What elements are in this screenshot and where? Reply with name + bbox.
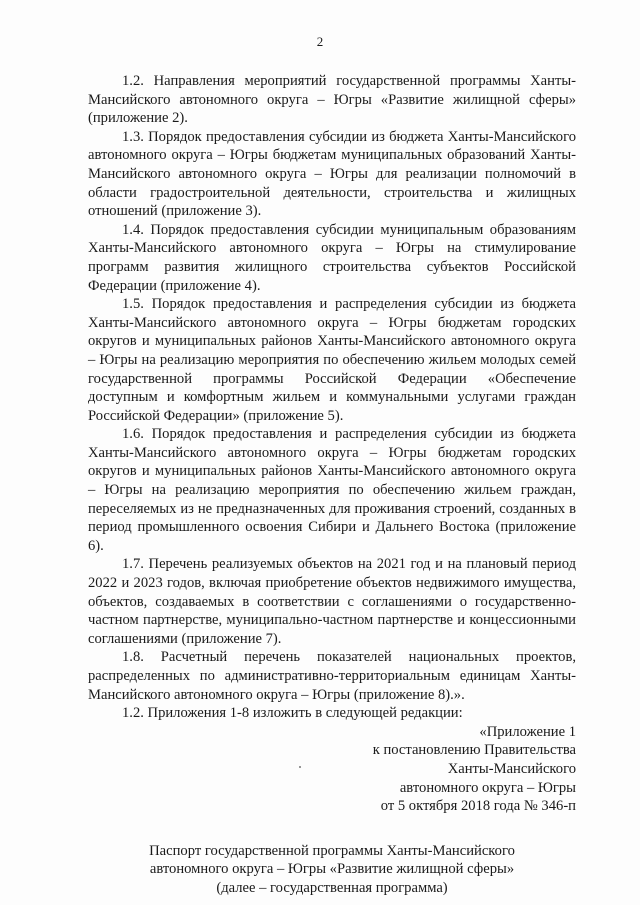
- appendix-line: «Приложение 1: [479, 723, 576, 740]
- paragraph-1-2: 1.2. Направления мероприятий государственной программы Ханты-Мансийского автономного округа – Югры «Развитие жилищной сферы» (приложение 2).: [88, 73, 576, 127]
- paragraph-1-8: 1.8. Расчетный перечень показателей национальных проектов, распределенных по административно-территориальным единицам Ханты-Мансийского автономного округа – Югры (приложение 8).».: [88, 649, 576, 703]
- appendix-line: к постановлению Правительства: [372, 742, 576, 759]
- passport-title-line: (далее – государственная программа): [216, 879, 448, 896]
- paragraph-appendices-instruction: 1.2. Приложения 1-8 изложить в следующей редакции:: [122, 705, 463, 722]
- document-body: [88, 72, 576, 898]
- paragraph-1-6: 1.6. Порядок предоставления и распределения субсидии из бюджета Ханты-Мансийского автономного округа – Югры бюджетам городских округов и муниципальных районов Ханты-Мансийского автономного округа – Югры на реализацию мероприятия по обеспечению жильем граждан, переселяемых из не предназначенных для проживания строений, созданных в период промышленного освоения Сибири и Дальнего Востока (приложение 6).: [88, 426, 576, 554]
- scan-speck: [299, 766, 301, 768]
- appendix-line: от 5 октября 2018 года № 346-п: [380, 798, 576, 815]
- paragraph-1-3: 1.3. Порядок предоставления субсидии из бюджета Ханты-Мансийского автономного округа – Югры бюджетам муниципальных образований Ханты-Мансийского автономного округа – Югры для реализации полномочий в области градостроительной деятельности, строительства и жилищных отношений (приложение 3).: [88, 128, 576, 220]
- passport-title-line: автономного округа – Югры «Развитие жилищной сферы»: [149, 861, 515, 878]
- passport-title-line: Паспорт государственной программы Ханты-Мансийского: [149, 842, 515, 859]
- appendix-line: Ханты-Мансийского: [447, 760, 576, 777]
- paragraph-1-7: 1.7. Перечень реализуемых объектов на 2021 год и на плановый период 2022 и 2023 годов, включая приобретение объектов недвижимого имущества, объектов, создаваемых в соответствии с соглашениями о государственно-частном партнерстве, муниципально-частном партнерстве и концессионными соглашениями (приложение 7).: [88, 556, 576, 647]
- appendix-line: автономного округа – Югры: [399, 779, 576, 796]
- appendix-header: [88, 723, 576, 816]
- page-number: 2: [316, 34, 324, 49]
- passport-title: [78, 842, 586, 898]
- paragraph-1-4: 1.4. Порядок предоставления субсидии муниципальным образованиям Ханты-Мансийского автономного округа – Югры на стимулирование программ развития жилищного строительства субъектов Российской Федерации (приложение 4).: [88, 221, 576, 294]
- paragraph-1-5: 1.5. Порядок предоставления и распределения субсидии из бюджета Ханты-Мансийского автономного округа – Югры бюджетам городских округов и муниципальных районов Ханты-Мансийского автономного округа – Югры на реализацию мероприятия по обеспечению жильем молодых семей государственной программы Российской Федерации «Обеспечение доступным и комфортным жильем и коммунальными услугами граждан Российской Федерации» (приложение 5).: [88, 296, 576, 424]
